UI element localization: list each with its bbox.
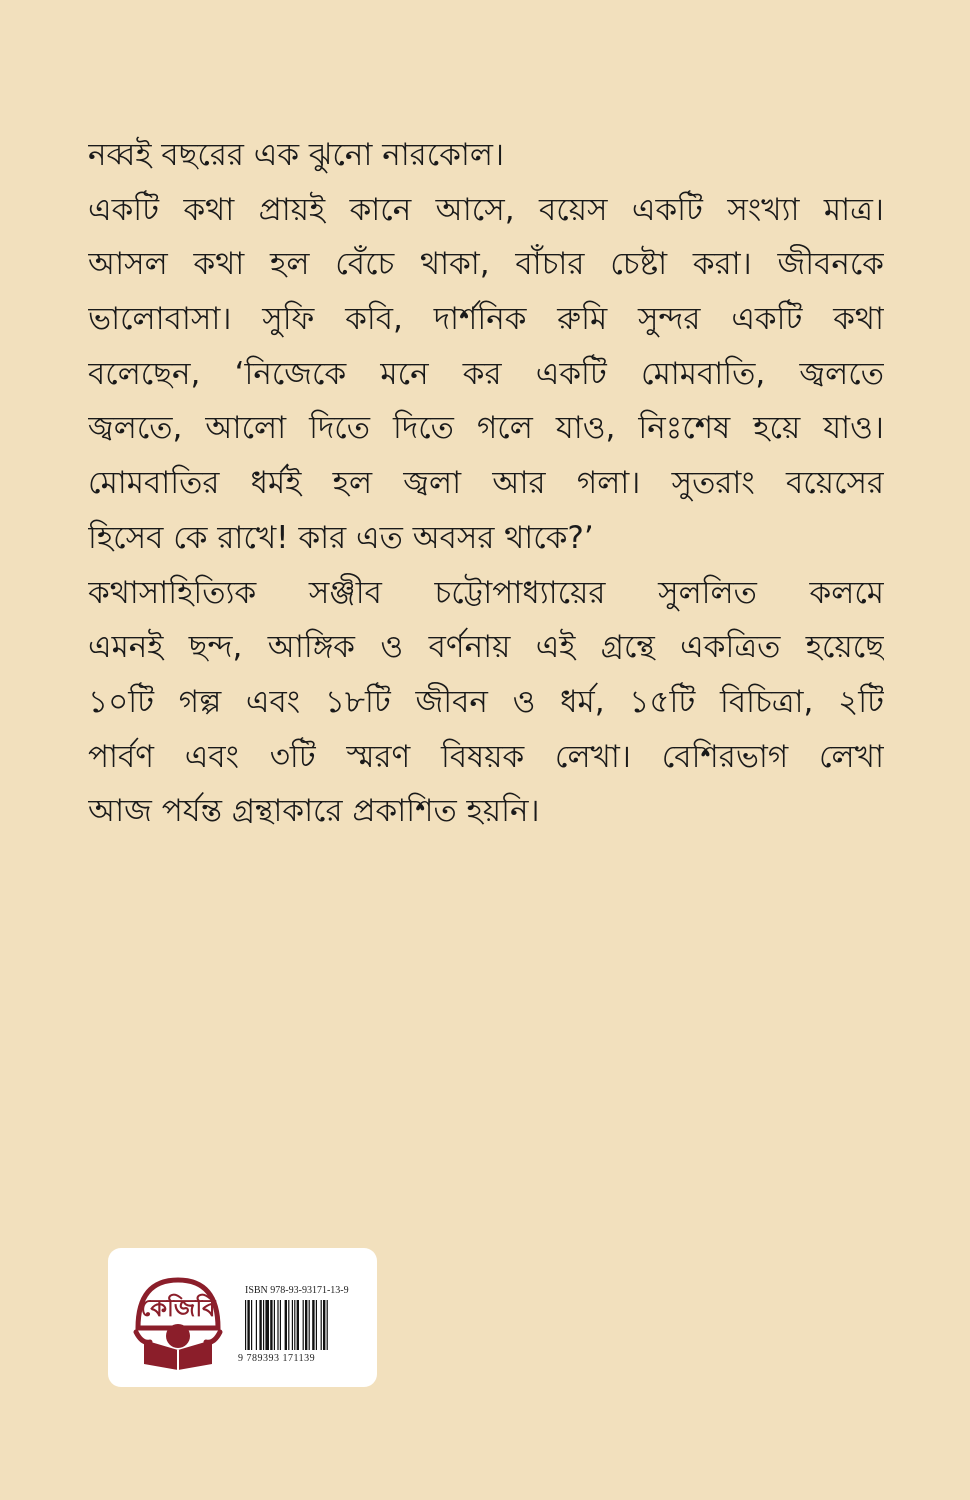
blurb-line: আজ পর্যন্ত গ্রন্থাকারে প্রকাশিত হয়নি।: [88, 793, 540, 830]
barcode-bar: [292, 1300, 293, 1350]
barcode-bar: [256, 1300, 257, 1350]
blurb-line: ১০টি গল্প এবং ১৮টি জীবন ও ধর্ম, ১৫টি বিচিত্রা, ২টি: [88, 683, 884, 720]
blurb-line: পার্বণ এবং ৩টি স্মরণ বিষয়ক লেখা। বেশিরভাগ লেখা: [88, 738, 884, 775]
barcode-bar: [294, 1300, 295, 1350]
isbn-label: ISBN 978-93-93171-13-9: [245, 1285, 349, 1296]
blurb-line: এমনই ছন্দ, আঙ্গিক ও বর্ণনায় এই গ্রন্থে একত্রিত হয়েছে: [88, 629, 884, 666]
barcode-bar: [305, 1300, 307, 1350]
isbn-panel: [108, 1248, 377, 1387]
barcode-digits: 9 789393 171139: [238, 1353, 316, 1364]
barcode-bar: [309, 1300, 310, 1350]
blurb-line: নব্বই বছরের এক ঝুনো নারকোল।: [88, 137, 505, 173]
blurb-line: আসল কথা হল বেঁচে থাকা, বাঁচার চেষ্টা করা। জীবনকে: [88, 246, 884, 283]
barcode-bar: [247, 1300, 249, 1350]
barcode-bar: [321, 1300, 322, 1350]
barcode-bar: [245, 1300, 246, 1350]
barcode-bar: [288, 1300, 289, 1350]
barcode-bar: [263, 1300, 264, 1350]
blurb-text: [88, 128, 884, 839]
barcode-bar: [285, 1300, 287, 1350]
blurb-line: হিসেব কে রাখে! কার এত অবসর থাকে?’: [88, 519, 594, 556]
blurb-line: কথাসাহিত্যিক সঞ্জীব চট্টোপাধ্যায়ের সুললিত কলমে: [88, 574, 884, 611]
barcode-bar: [251, 1300, 252, 1350]
barcode-bar: [303, 1300, 304, 1350]
blurb-line: ভালোবাসা। সুফি কবি, দার্শনিক রুমি সুন্দর একটি কথা: [88, 301, 884, 338]
blurb-line: বলেছেন, ‘নিজেকে মনে কর একটি মোমবাতি, জ্বলতে: [88, 355, 884, 392]
barcode-bar: [270, 1300, 272, 1350]
book-reader-logo-icon: [130, 1270, 226, 1370]
barcode-bar: [316, 1300, 317, 1350]
barcode-bar: [297, 1300, 299, 1350]
barcode-bar: [274, 1300, 275, 1350]
blurb-line: জ্বলতে, আলো দিতে দিতে গলে যাও, নিঃশেষ হয়ে যাও।: [88, 410, 884, 447]
blurb-line: একটি কথা প্রায়ই কানে আসে, বয়েস একটি সংখ্যা মাত্র।: [88, 191, 884, 228]
barcode-bar: [323, 1300, 325, 1350]
barcode-bar: [327, 1300, 328, 1350]
barcode-bar: [312, 1300, 314, 1350]
barcode-bar: [280, 1300, 281, 1350]
barcode-bar: [259, 1300, 261, 1350]
barcode-bar: [265, 1300, 269, 1350]
barcode-bar: [277, 1300, 278, 1350]
svg-text:কেজিবি: কেজিবি: [140, 1294, 216, 1322]
barcode: [245, 1300, 364, 1350]
blurb-line: মোমবাতির ধর্মই হল জ্বলা আর গলা। সুতরাং বয়েসের: [88, 465, 884, 502]
